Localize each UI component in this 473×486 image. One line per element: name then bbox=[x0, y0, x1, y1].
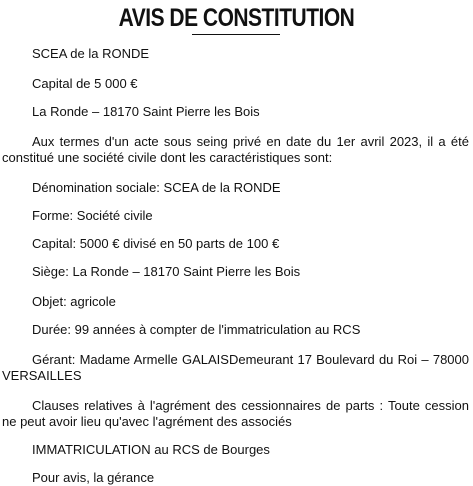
company-name: SCEA de la RONDE bbox=[32, 46, 150, 61]
deed-paragraph: Aux termes d'un acte sous seing privé en date du 1er avril 2023, il a été constitué une société civile dont les caractéristiques sont: bbox=[2, 134, 469, 165]
registration-line: IMMATRICULATION au RCS de Bourges bbox=[32, 442, 270, 457]
duration-line: Durée: 99 années à compter de l'immatriculation au RCS bbox=[32, 322, 361, 337]
denomination-line: Dénomination sociale: SCEA de la RONDE bbox=[32, 180, 281, 195]
title-underline bbox=[192, 34, 280, 35]
form-line: Forme: Société civile bbox=[32, 208, 153, 223]
closing-line: Pour avis, la gérance bbox=[32, 470, 155, 485]
clauses-paragraph: Clauses relatives à l'agrément des cessionnaires de parts : Toute cession ne peut avoir lieu qu'avec l'agrément des associés bbox=[2, 398, 469, 429]
capital-line: Capital de 5 000 € bbox=[32, 76, 138, 91]
address-line: La Ronde – 18170 Saint Pierre les Bois bbox=[32, 104, 260, 119]
manager-paragraph: Gérant: Madame Armelle GALAISDemeurant 17 Boulevard du Roi – 78000 VERSAILLES bbox=[2, 352, 469, 383]
object-line: Objet: agricole bbox=[32, 294, 116, 309]
seat-line: Siège: La Ronde – 18170 Saint Pierre les Bois bbox=[32, 264, 301, 279]
notice-title: AVIS DE CONSTITUTION bbox=[118, 4, 355, 32]
capital-detail-line: Capital: 5000 € divisé en 50 parts de 100 € bbox=[32, 236, 280, 251]
